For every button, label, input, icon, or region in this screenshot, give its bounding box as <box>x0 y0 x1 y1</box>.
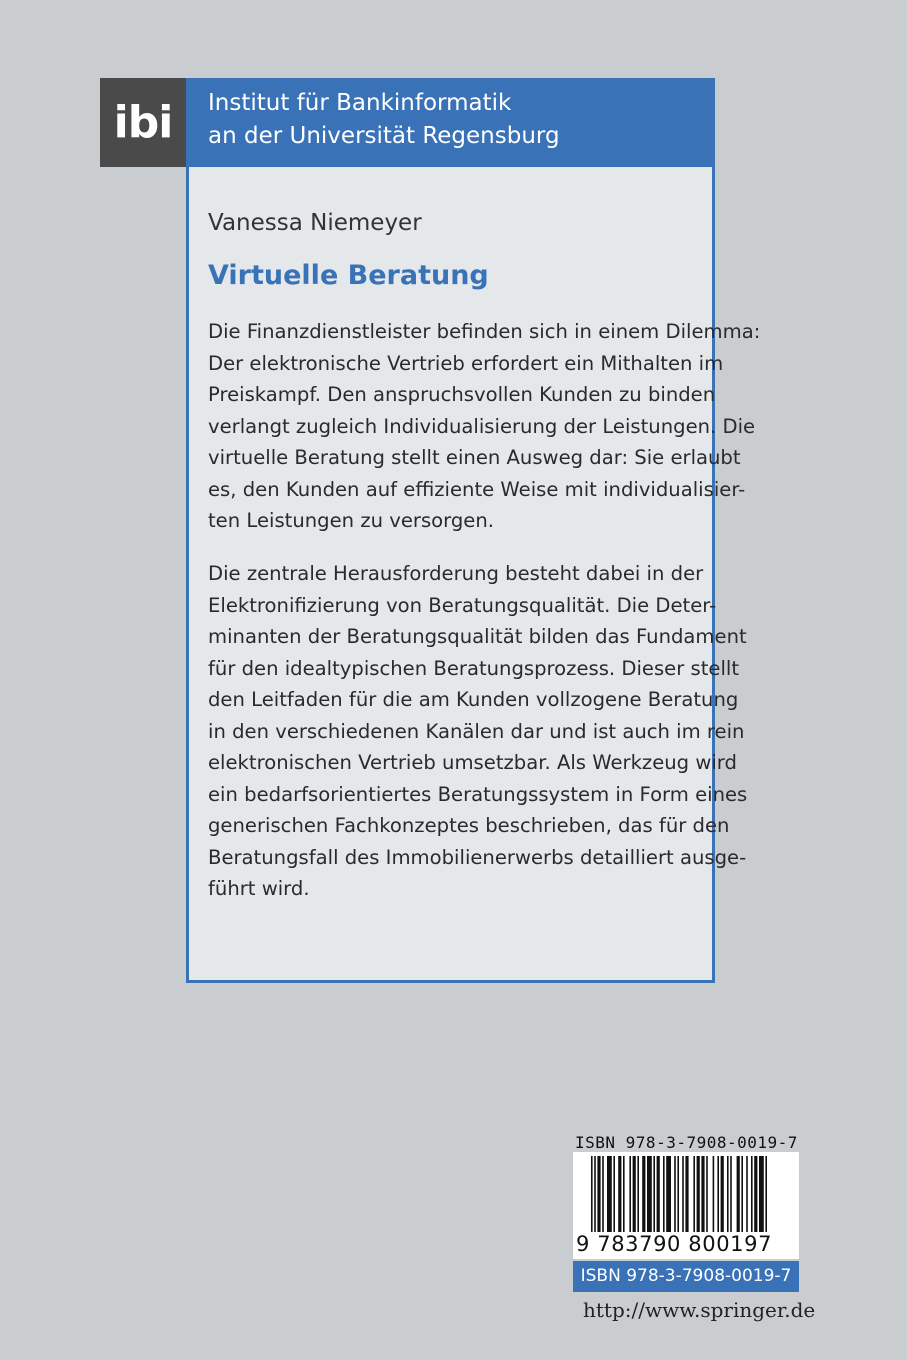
barcode-bar <box>721 1156 724 1232</box>
barcode-bar <box>642 1156 645 1232</box>
barcode-bar <box>674 1156 676 1232</box>
paragraph-line: es, den Kunden auf effiziente Weise mit individualisier- <box>208 477 746 501</box>
book-title: Virtuelle Beratung <box>208 260 489 291</box>
barcode-bar <box>682 1156 684 1232</box>
barcode-bar <box>663 1156 665 1232</box>
paragraph-line: führt wird. <box>208 877 310 900</box>
paragraph-line: Die Finanzdienstleister befinden sich in einem Dilemma: <box>208 320 761 343</box>
barcode-bar <box>751 1156 753 1232</box>
barcode-digits: 9 783790 800197 <box>576 1232 773 1256</box>
barcode-bar <box>666 1156 671 1232</box>
isbn-label: ISBN 978-3-7908-0019-7 <box>573 1261 799 1292</box>
barcode-bar <box>633 1156 636 1232</box>
paragraph-line: den Leitfaden für die am Kunden vollzogene Beratung <box>208 688 739 711</box>
paragraph-line: Elektronifizierung von Beratungsqualität. Die Deter- <box>208 593 717 617</box>
author-name: Vanessa Niemeyer <box>208 210 422 236</box>
paragraph-line: minanten der Beratungsqualität bilden das Fundament <box>208 625 747 648</box>
barcode-bar <box>607 1156 612 1232</box>
paragraph-2 <box>208 558 748 905</box>
barcode-bar <box>685 1156 688 1232</box>
barcode-bar <box>618 1156 621 1232</box>
barcode-bar <box>697 1156 700 1232</box>
barcode-bar <box>657 1156 660 1232</box>
barcode-bar <box>759 1156 764 1232</box>
barcode-bar <box>637 1156 639 1232</box>
barcode-bars <box>573 1152 799 1234</box>
barcode-bar <box>629 1156 631 1232</box>
barcode-bar <box>623 1156 625 1232</box>
barcode-bar <box>701 1156 704 1232</box>
barcode-bar <box>613 1156 615 1232</box>
barcode-bar <box>746 1156 748 1232</box>
barcode-bar <box>713 1156 715 1232</box>
paragraph-line: ein bedarfsorientiertes Beratungssystem in Form eines <box>208 782 748 806</box>
paragraph-1 <box>208 316 761 537</box>
barcode-bar <box>677 1156 679 1232</box>
barcode-bar <box>737 1156 740 1232</box>
barcode-bar <box>706 1156 708 1232</box>
barcode-bar <box>597 1156 600 1232</box>
paragraph-line: elektronischen Vertrieb umsetzbar. Als Werkzeug wird <box>208 751 737 774</box>
barcode-bar <box>717 1156 719 1232</box>
institute-line-2: an der Universität Regensburg <box>208 123 560 149</box>
barcode-bar <box>727 1156 729 1232</box>
paragraph-line: Preiskampf. Den anspruchsvollen Kunden zu binden <box>208 383 716 406</box>
paragraph-line: Beratungsfall des Immobilienerwerbs detailliert ausge- <box>208 845 747 869</box>
paragraph-line: für den idealtypischen Beratungsprozess. Dieser stellt <box>208 656 740 680</box>
publisher-url[interactable]: http://www.springer.de <box>583 1298 816 1322</box>
paragraph-line: Der elektronische Vertrieb erfordert ein Mithalten im <box>208 351 724 375</box>
paragraph-line: ten Leistungen zu versorgen. <box>208 509 495 532</box>
paragraph-line: in den verschiedenen Kanälen dar und ist auch im rein <box>208 719 745 743</box>
barcode-bar <box>602 1156 604 1232</box>
barcode-bar <box>591 1156 593 1232</box>
barcode-bar <box>653 1156 655 1232</box>
barcode-bar <box>765 1156 767 1232</box>
barcode-bar <box>693 1156 695 1232</box>
paragraph-line: Die zentrale Herausforderung besteht dabei in der <box>208 562 704 585</box>
paragraph-line: generischen Fachkonzeptes beschrieben, das für den <box>208 814 730 837</box>
barcode-bar <box>741 1156 743 1232</box>
barcode-bar <box>754 1156 757 1232</box>
paragraph-line: verlangt zugleich Individualisierung der Leistungen. Die <box>208 414 756 438</box>
barcode-bar <box>594 1156 596 1232</box>
isbn-top-text: ISBN 978-3-7908-0019-7 <box>575 1133 798 1152</box>
institute-line-1: Institut für Bankinformatik <box>208 90 512 116</box>
paragraph-line: virtuelle Beratung stellt einen Ausweg dar: Sie erlaubt <box>208 446 741 469</box>
ibi-logo: ibi <box>100 78 186 167</box>
barcode-bar <box>730 1156 732 1232</box>
barcode-bar <box>647 1156 652 1232</box>
